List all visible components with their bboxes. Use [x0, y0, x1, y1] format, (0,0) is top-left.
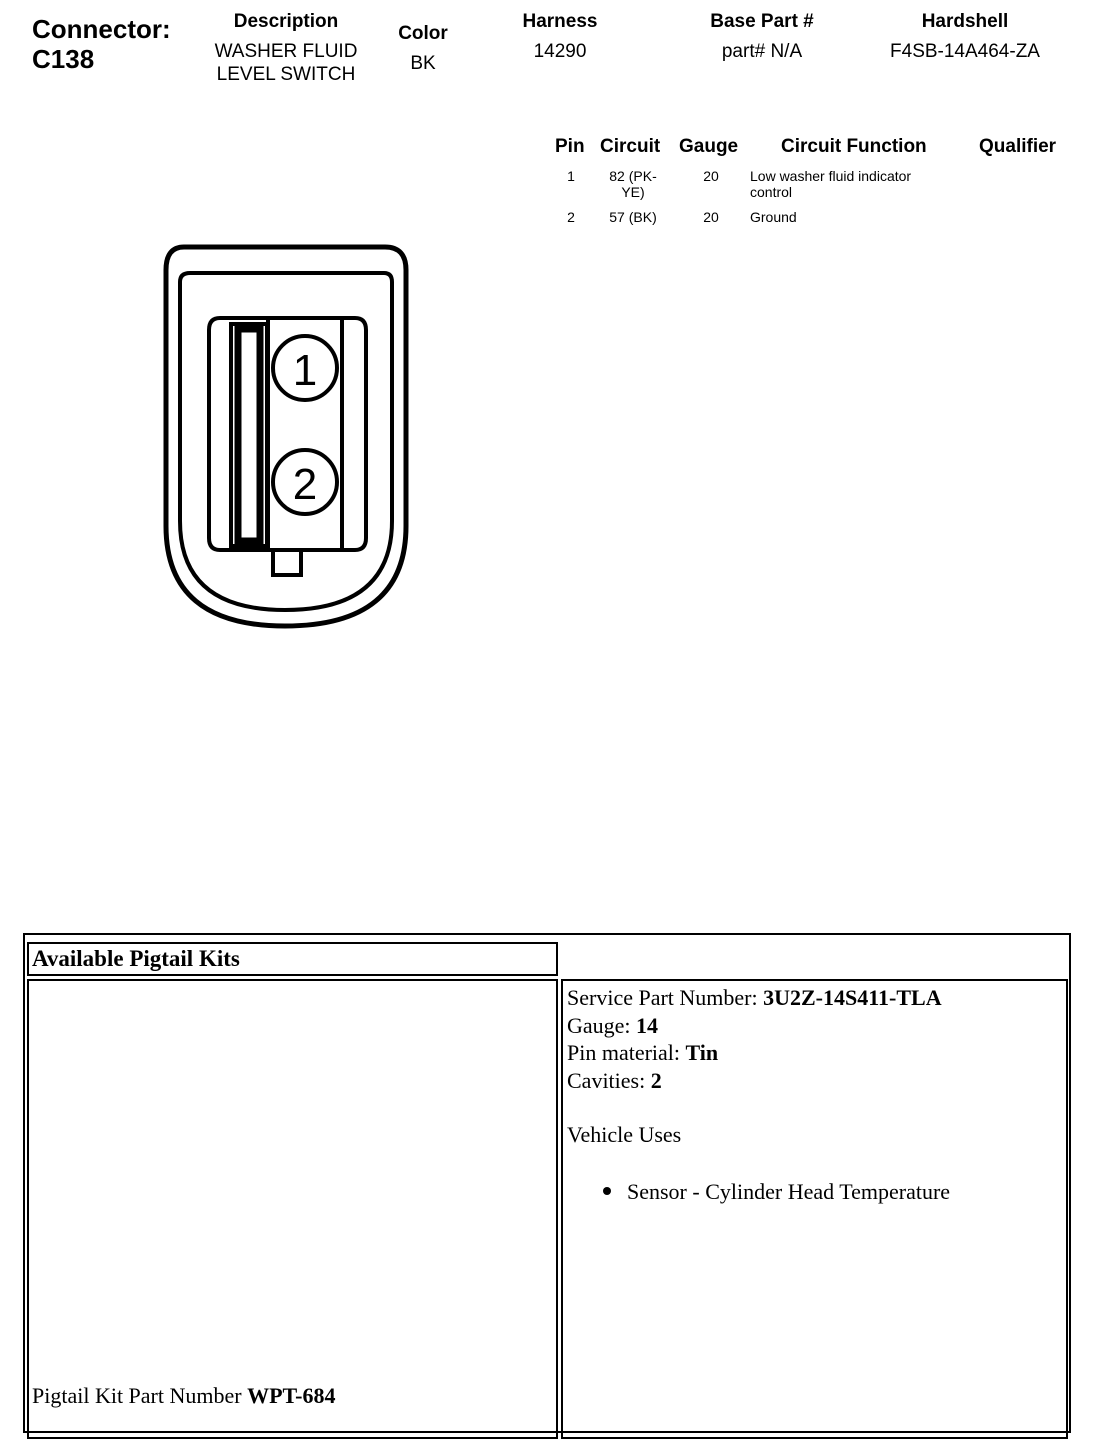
- color-label: Color: [398, 23, 448, 44]
- pin-row-1-circuit-line-1: 82 (PK-: [609, 168, 657, 184]
- pin-row-1-function: [750, 168, 950, 200]
- pin-row-1-circuit: [598, 168, 668, 200]
- description-column: [200, 10, 372, 86]
- pin-row-2-circuit-line-1: 57 (BK): [609, 209, 657, 225]
- pin-row-2-gauge: 20: [703, 209, 719, 225]
- pin-row-1-pin: 1: [567, 168, 575, 184]
- service-part-value: 3U2Z-14S411-TLA: [763, 985, 942, 1010]
- pin-row-1-function-line-1: Low washer fluid indicator: [750, 168, 912, 184]
- pin-row-1-gauge: 20: [703, 168, 719, 184]
- pin-material-line: [567, 1039, 1062, 1067]
- connector-label: Connector:: [32, 14, 171, 44]
- description-line-2: LEVEL SWITCH: [216, 64, 356, 85]
- connector-id: C138: [32, 44, 95, 74]
- pin-row-2-circuit: [598, 209, 668, 225]
- vehicle-use-text: Sensor - Cylinder Head Temperature: [627, 1178, 951, 1204]
- key-notch: [273, 548, 301, 575]
- harness-label: Harness: [522, 11, 598, 32]
- hardshell-label: Hardshell: [921, 11, 1009, 32]
- connector-face-diagram: [150, 236, 430, 636]
- harness-value: 14290: [533, 41, 587, 62]
- connector-outer-shell: [166, 247, 406, 626]
- cavities-line: [567, 1067, 1062, 1095]
- bullet-icon: [603, 1187, 611, 1195]
- pigtail-kit-part-number: [32, 1382, 336, 1410]
- qualifier-header: Qualifier: [979, 136, 1057, 157]
- pin-row-2-function-line-1: Ground: [750, 209, 797, 225]
- vehicle-use-item: [567, 1178, 1062, 1206]
- service-part-number: [567, 984, 1062, 1012]
- pin-material-label: Pin material:: [567, 1040, 686, 1065]
- pin-material-value: Tin: [685, 1040, 719, 1065]
- pigtail-kit-cell: [27, 979, 558, 1439]
- gauge-label: Gauge:: [567, 1012, 637, 1038]
- base-part-label: Base Part #: [710, 11, 814, 32]
- pigtail-kit-value: WPT-684: [247, 1383, 336, 1408]
- color-value: BK: [410, 53, 436, 74]
- circuit-function-header: Circuit Function: [781, 136, 927, 157]
- pigtail-details-cell: [561, 979, 1068, 1439]
- vehicle-uses-heading: Vehicle Uses: [567, 1122, 682, 1147]
- pin-row-2-function: [750, 209, 950, 225]
- cavities-value: 2: [650, 1067, 662, 1093]
- gauge-line: [567, 1012, 1062, 1040]
- base-part-column: [690, 10, 834, 63]
- description-label: Description: [233, 11, 339, 32]
- pin-row-2-pin: 2: [567, 209, 575, 225]
- harness-column: [500, 10, 620, 63]
- pigtail-title: Available Pigtail Kits: [32, 946, 240, 971]
- lock-bar-inner: [238, 329, 260, 541]
- cavities-label: Cavities:: [567, 1067, 651, 1093]
- pin-row-1-function-line-2: control: [750, 184, 793, 200]
- gauge-header: Gauge: [679, 136, 739, 157]
- pigtail-kit-label: Pigtail Kit Part Number: [32, 1383, 248, 1408]
- color-column: [383, 22, 463, 75]
- hardshell-value: F4SB-14A464-ZA: [890, 41, 1040, 62]
- circuit-header: Circuit: [600, 136, 661, 157]
- connector-title: [32, 14, 171, 74]
- pin-2-label: 2: [292, 460, 318, 509]
- service-part-label: Service Part Number:: [567, 985, 764, 1010]
- gauge-value: 14: [636, 1012, 659, 1038]
- pin-header: Pin: [555, 136, 585, 157]
- hardshell-column: [870, 10, 1060, 63]
- pin-row-1-circuit-line-2: YE): [621, 184, 645, 200]
- pigtail-details: [567, 984, 1062, 1205]
- pin-1-label: 1: [292, 346, 318, 395]
- base-part-value: part# N/A: [721, 41, 803, 62]
- description-line-1: WASHER FLUID: [214, 41, 358, 62]
- pigtail-title-cell: [27, 942, 558, 976]
